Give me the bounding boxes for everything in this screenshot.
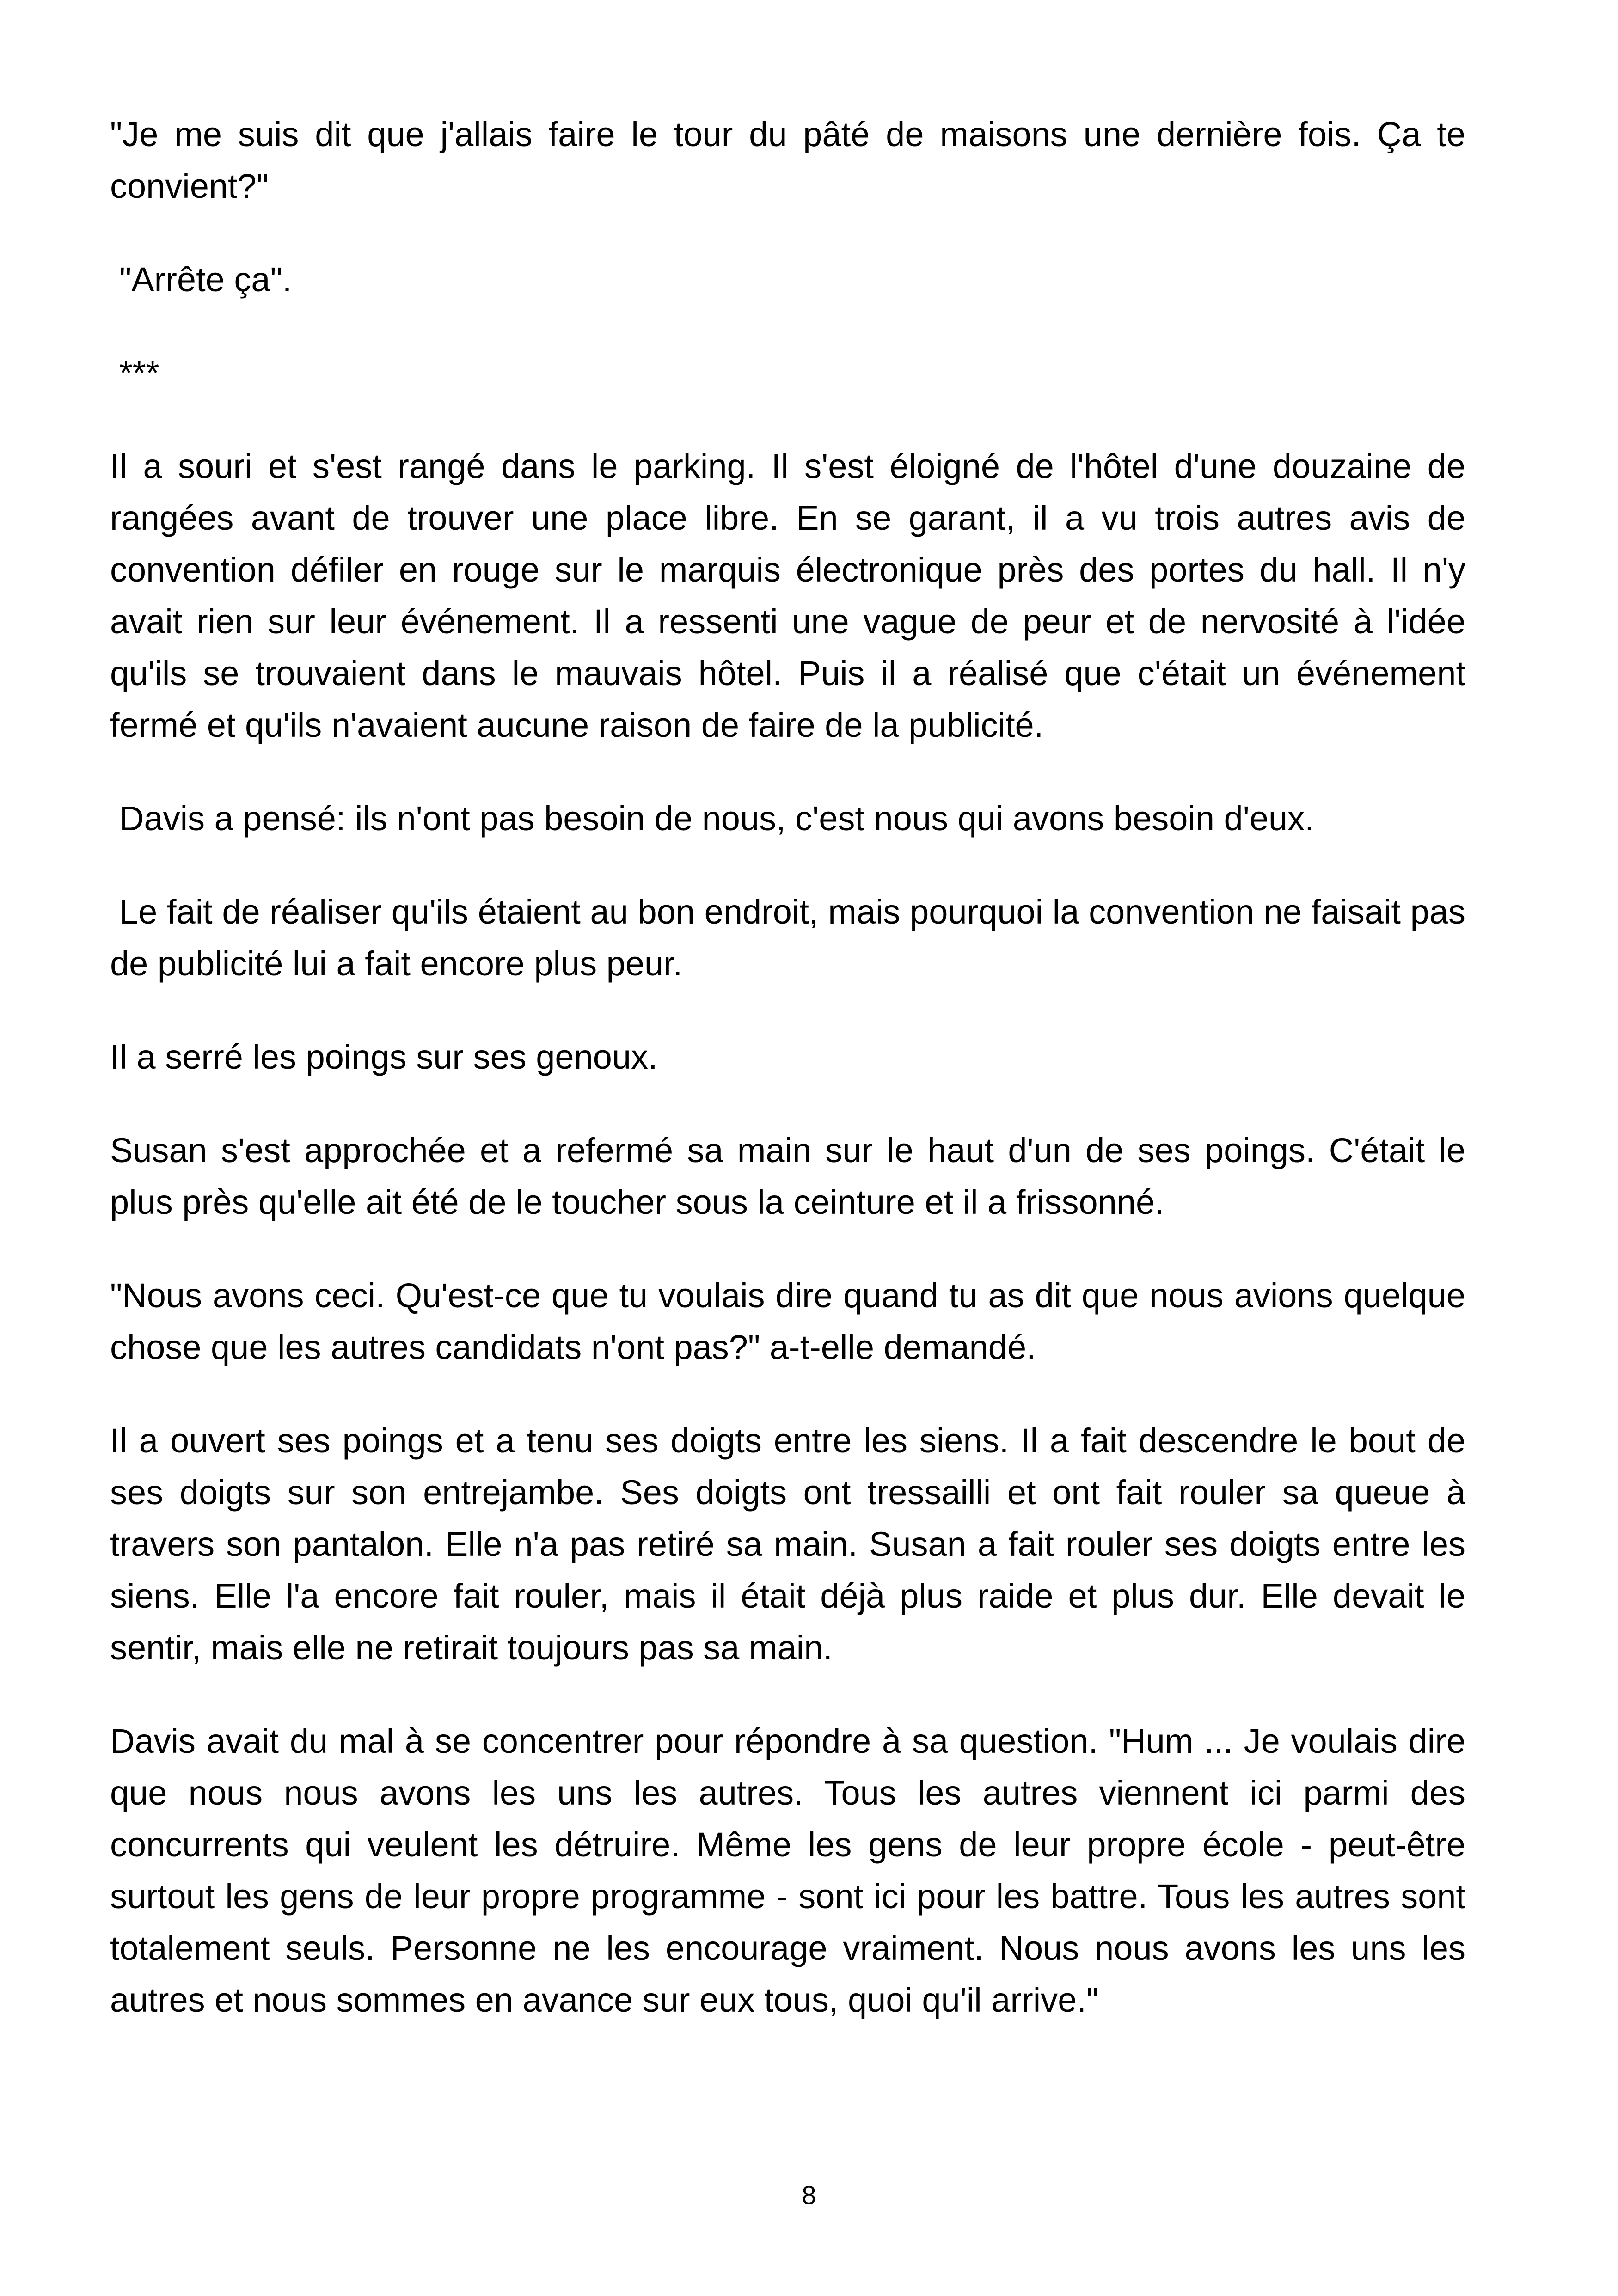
paragraph-4: Davis a pensé: ils n'ont pas besoin de nous, c'est nous qui avons besoin d'eux.: [119, 799, 1314, 838]
paragraph-3: Il a souri et s'est rangé dans le parking. Il s'est éloigné de l'hôtel d'une douzaine de rangées avant de trouver une place libre. En se garant, il a vu trois autres avis de convention défiler en rouge sur le marquis électronique près des portes du hall. Il n'y avait rien sur leur événement. Il a ressenti une vague de peur et de nervosité à l'idée qu'ils se trouvaient dans le mauvais hôtel. Puis il a réalisé que c'était un événement fermé et qu'ils n'avaient aucune raison de faire de la publicité.: [110, 447, 1465, 744]
paragraph-8: "Nous avons ceci. Qu'est-ce que tu voulais dire quand tu as dit que nous avions quelque chose que les autres candidats n'ont pas?" a-t-elle demandé.: [110, 1276, 1465, 1366]
paragraph-7: Susan s'est approchée et a refermé sa main sur le haut d'un de ses poings. C'était le plus près qu'elle ait été de le toucher sous la ceinture et il a frissonné.: [110, 1131, 1465, 1221]
paragraph-6: Il a serré les poings sur ses genoux.: [110, 1038, 658, 1076]
paragraph-5: Le fait de réaliser qu'ils étaient au bon endroit, mais pourquoi la convention ne faisait pas de publicité lui a fait encore plus peur.: [110, 893, 1465, 983]
page-body: [110, 109, 1465, 2068]
paragraph-2: "Arrête ça".: [119, 260, 292, 299]
page-number: 8: [802, 2180, 816, 2210]
scene-break: ***: [119, 354, 159, 392]
paragraph-10: Davis avait du mal à se concentrer pour répondre à sa question. "Hum ... Je voulais dire que nous nous avons les uns les autres. Tous les autres viennent ici parmi des concurrents qui veulent les détruire. Même les gens de leur propre école - peut-être surtout les gens de leur propre programme - sont ici pour les battre. Tous les autres sont totalement seuls. Personne ne les encourage vraiment. Nous nous avons les uns les autres et nous sommes en avance sur eux tous, quoi qu'il arrive.": [110, 1722, 1465, 2019]
paragraph-9: Il a ouvert ses poings et a tenu ses doigts entre les siens. Il a fait descendre le bout de ses doigts sur son entrejambe. Ses doigts ont tressailli et ont fait rouler sa queue à travers son pantalon. Elle n'a pas retiré sa main. Susan a fait rouler ses doigts entre les siens. Elle l'a encore fait rouler, mais il était déjà plus raide et plus dur. Elle devait le sentir, mais elle ne retirait toujours pas sa main.: [110, 1421, 1465, 1667]
paragraph-1: "Je me suis dit que j'allais faire le tour du pâté de maisons une dernière fois. Ça te convient?": [110, 115, 1465, 205]
